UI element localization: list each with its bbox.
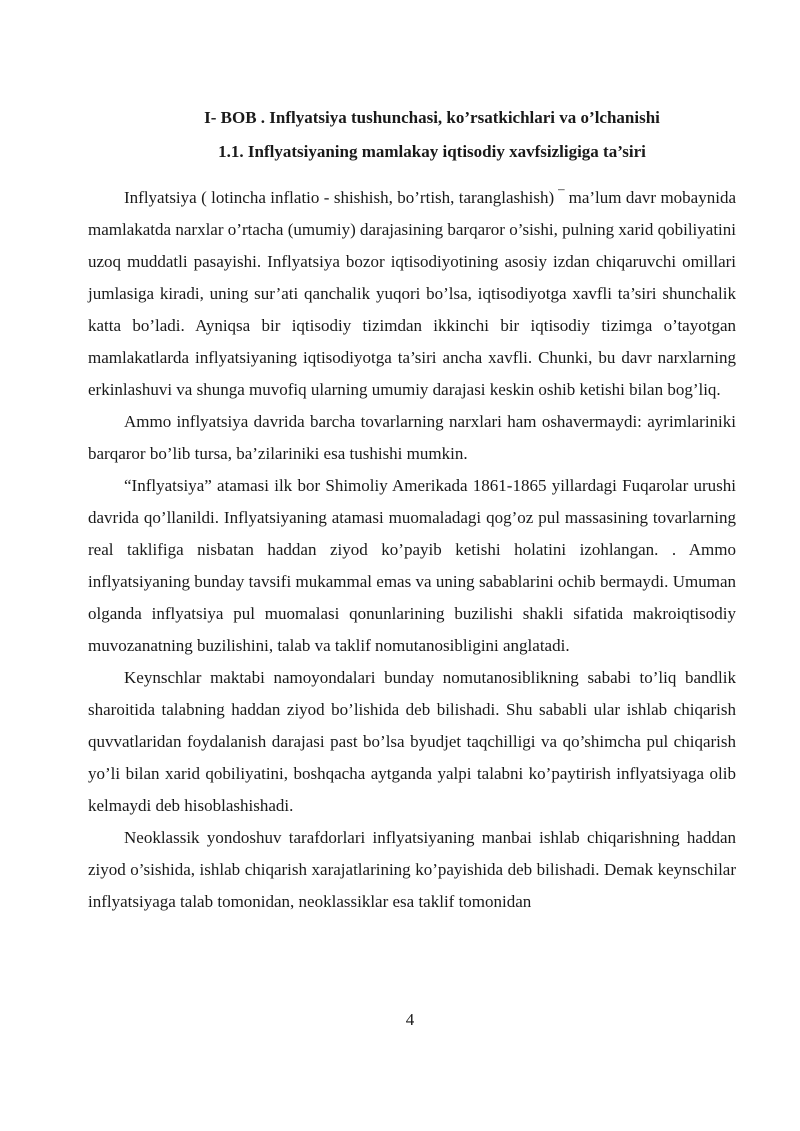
section-title: 1.1. Inflyatsiyaning mamlakay iqtisodiy xavfsizligiga ta’siri (218, 142, 646, 161)
paragraph-1: Inflyatsiya ( lotincha inflatio - shishish, bo’rtish, taranglashish) ‾ ma’lum davr mobaynida mamlakatda narxlar o’rtacha (umumiy) darajasining barqaror o’sishi, pulning xarid qobiliyatini uzoq muddatli pasayishi. Inflyatsiya bozor iqtisodiyotining asosiy izdan chiqaruvchi omillari jumlasiga kiradi, uning sur’ati qanchalik yuqori bo’lsa, iqtisodiyotga xavfli ta’siri shunchalik katta bo’ladi. Ayniqsa bir iqtisodiy tizimdan ikkinchi bir iqtisodiy tizimga o’tayotgan mamlakatlarda inflyatsiyaning iqtisodiyotga ta’siri ancha xavfli. Chunki, bu davr narxlarning erkinlashuvi va shunga muvofiq ularning umumiy darajasi keskin oshib ketishi bilan bog’liq. (88, 188, 736, 399)
body-text (88, 182, 736, 918)
chapter-title: I- BOB . Inflyatsiya tushunchasi, ko’rsatkichlari va o’lchanishi (204, 108, 660, 127)
paragraph-4: Keynschlar maktabi namoyondalari bunday nomutanosiblikning sababi to’liq bandlik sharoitida talabning haddan ziyod bo’lishida deb bilishadi. Shu sababli ular ishlab chiqarish quvvatlaridan foydalanish darajasi past bo’lsa byudjet taqchilligi va qo’shimcha pul chiqarish yo’li bilan xarid qobiliyatini, boshqacha aytganda yalpi talabni ko’paytirish inflyatsiyaga olib kelmaydi deb hisoblashishadi. (88, 668, 736, 815)
paragraph-5: Neoklassik yondoshuv tarafdorlari inflyatsiyaning manbai ishlab chiqarishning haddan ziyod o’sishida, ishlab chiqarish xarajatlarining ko’payishida deb bilishadi. Demak keynschilar inflyatsiyaga talab tomonidan, neoklassiklar esa taklif tomonidan (88, 828, 736, 911)
paragraph-3: “Inflyatsiya” atamasi ilk bor Shimoliy Amerikada 1861-1865 yillardagi Fuqarolar urushi davrida qo’llanildi. Inflyatsiyaning atamasi muomaladagi qog’oz pul massasining tovarlarning real taklifiga nisbatan haddan ziyod ko’payib ketishi holatini izohlangan. . Ammo inflyatsiyaning bunday tavsifi mukammal emas va uning sabablarini ochib bermaydi. Umuman olganda inflyatsiya pul muomalasi qonunlarining buzilishi shakli sifatida makroiqtisodiy muvozanatning buzilishini, talab va taklif nomutanosibligini anglatadi. (88, 476, 736, 655)
paragraph-2: Ammo inflyatsiya davrida barcha tovarlarning narxlari ham oshavermaydi: ayrimlariniki barqaror bo’lib tursa, ba’zilariniki esa tushishi mumkin. (88, 412, 736, 463)
page-number: 4 (405, 1010, 415, 1029)
